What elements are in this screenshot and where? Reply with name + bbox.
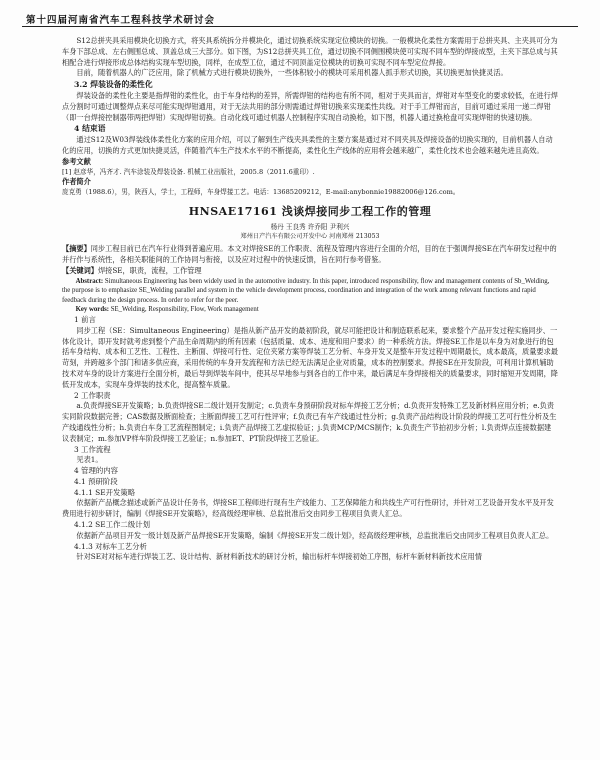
section-heading: 4.1 预研阶段 (74, 476, 118, 486)
abstract (62, 244, 558, 266)
paragraph: a.负责焊接SE开发策略；b.负责焊接SE二级计划开发制定；c.负责车身预研阶段对标车焊接工艺分析；d.负责开发特殊工艺及新材料应用分析；e.负责实同阶段数据完善；CAS数据及断面检查；主断面焊接工艺可行性评审；f.负责已有车产线通过性分析；g.负责产品结构设计阶段的焊接工艺可行性分析及生产线通线性分析；h.负责白车身工艺流程图制定；i.负责产品焊接工艺虚拟验证；j.负责MCP/MCS制作；k.负责生产节拍初步分析；l.负责焊点连接数据建议表制定；m.参加VP样车阶段焊接工艺验证；n.参加ET、PT阶段焊接工艺验证。 (62, 401, 557, 443)
keywords-en-text: SE_Welding, Responsibility, Flow, Work management (110, 306, 259, 314)
paragraph: 针对SE对对标车进行焊装工艺、设计结构、新材料新技术的研讨分析，输出标杆车焊接初始工序图，标杆车新材料新技术应用情 (76, 552, 482, 562)
abstract-en-label: Abstract: (75, 277, 104, 285)
keywords (62, 266, 558, 277)
paragraph: 同步工程（SE：Simultaneous Engineering）是指从新产品开发的最初阶段，就尽可能把设计和制造联系起来，要求整个产品开发过程实施同步、一体化设计，即开发时就考虑到整个产品生命周期内的所有因素（包括质量、成本、进度和用户要求）的一种系统方法。焊接SE工作是以车身为对象进行的包括车身结构、成本和工艺性、工程性、主断面、焊接可行性、定位夹紧方案等焊装工艺分析、车身开发又是整车开发过程中周期最长，成本最高，质量要求最苛刻，并跨越多个部门和诸多供应商，采用传统的车身开发流程和方法已经无法满足企业对质量，成本的控制要求。焊接SE在开发阶段，可利用计算机辅助技术对车身的设计方案进行全面分析，最后导到焊装车间中，使其尽早地参与到各自的工作中来，最后满足车身焊接相关的质量要求，同时缩短开发周期，降低开发成本，实现车身焊装的技术化，提高整车质量。 (62, 325, 558, 389)
paragraph: S12总拼夹具采用模块化切换方式，将夹具系统拆分并模块化，通过切换系统实现定位模块的切换。一般模块化柔性方案需用于总拼夹具、主夹具可分为车身下部总成、左右侧围总成、顶盖总成三大部分。如下图，为S12总拼夹具工位，通过切换不同侧围模块使可实现不同车型的焊接成型，主夹下部总成与其相配合进行焊接形成总体结构实现车型切换，同样，在成型工位，通过不同顶盖定位模块的切换可实现不同车型定位焊接。 (62, 36, 558, 67)
article-authors: 杨丹 王良秀 许乔阳 尹利兴 (270, 223, 350, 232)
paragraph: 依据新产品概念描述或新产品设计任务书，焊接SE工程师进行现有生产线能力、工艺保障能力和共线生产可行性研讨，并针对工艺设备开发水平及开发费用进行初步研讨，编制《焊接SE开发策略》，经高级经理审核、总监批准后交由同步工程项目负责人汇总。 (62, 498, 554, 519)
author-heading: 作者简介 (62, 176, 91, 186)
page-body (62, 36, 558, 563)
section-heading: 4 管理的内容 (74, 466, 119, 476)
abstract-label: 【摘要】 (62, 244, 91, 254)
keywords-label: 【关键词】 (62, 265, 98, 275)
section-heading: 3.2 焊装设备的柔性化 (74, 80, 153, 90)
author-bio: 庞克勇（1988.6），男，陕西人，学士，工程师，车身焊接工艺。电话：13685209212，E-mail:anybonnie19882006@126.com。 (62, 187, 460, 196)
section-heading: 4 结束语 (74, 124, 106, 134)
paragraph: 见表1。 (76, 455, 103, 465)
abstract-en (62, 277, 558, 306)
section-heading: 4.1.1 SE开发策略 (74, 487, 136, 497)
abstract-text: 同步工程目前已在汽车行业得到普遍应用。本文对焊接SE的工作职责、流程及管理内容进行全面的介绍，目的在于强调焊接SE在汽车研发过程中的并行作与系统性，各相关职能间的工作协同与衔接，以及应对过程中的快速反馈，旨在同行参考借鉴。 (62, 244, 557, 264)
keywords-en (62, 305, 558, 315)
section-heading: 1 前言 (74, 314, 96, 324)
running-header: 第十四届河南省汽车工程科技学术研讨会 (26, 15, 216, 26)
article-affiliation: 郑州日产汽车有限公司开发中心 河南郑州 213053 (240, 233, 380, 241)
paragraph: 通过S12及W03焊装线体柔性化方案的应用介绍，可以了解到生产线夹具柔性的主要方案是通过对不同夹具及焊接设备的切换实现的，目前机器人自动化的应用，切换的方式更加快捷灵活，伴随着汽车生产技术水平的不断提高，柔性化生产线体的应用将会越来越广，柔性化技术也会越来越先进且高效。 (62, 135, 553, 155)
paragraph: 依据新产品项目开发一级计划及新产品焊接SE开发策略，编制《焊接SE开发二级计划》，经高级经理审核，总监批准后交由同步工程项目负责人汇总。 (76, 530, 554, 540)
keywords-en-label: Key words: (75, 306, 110, 314)
section-heading: 3 工作流程 (74, 444, 111, 454)
abstract-en-text: Simultaneous Engineering has been widely used in the automotive industry. In this paper, introduced responsibility, flow and management contents of Sb_Welding, the purpose is to emphasize SE_Welding parallel and system in the vehicle development process, coordination and integration of the work among relevant functions and rapid feedback during the design process. In order to refer for the peer. (62, 277, 550, 304)
paragraph: 目前，随着机器人的广泛应用，除了机械方式进行模块切换外，一些体积较小的模块可采用机器人抓手形式切换，其切换更加快捷灵活。 (76, 68, 508, 78)
paragraph: 焊装设备的柔性化主要是指焊钳的柔性化，由于车身结构的差异，所需焊钳的结构也有所不同，相对于夹具而言，焊钳对车型变化的要求较低，在进行焊点分割时可通过调整焊点来尽可能实现焊钳通用，对于无法共用的部分则需通过焊钳切换来实现柔性共线。对于手工焊钳而言，目前可通过采用一递二焊钳（即一台焊接控制器带两把焊钳）实现焊钳切换。自动化线可通过机器人控制程序实现自动换枪，如下图，机器人通过换枪盘可实现焊钳的快速切换。 (62, 90, 558, 122)
section-heading: 2 工作职责 (74, 390, 111, 400)
section-heading: 4.1.2 SE工作二级计划 (74, 520, 150, 530)
keywords-text: 焊接SE，职责，流程，工作管理 (97, 265, 202, 275)
article-title: HNSAE17161 浅谈焊接同步工程工作的管理 (188, 205, 432, 219)
section-heading: 4.1.3 对标车工艺分析 (74, 541, 147, 551)
header-rule (22, 26, 578, 27)
reference-item: [1] 赵彦华，冯齐才. 汽车涂装及焊装设备. 机械工业出版社，2005.8（2011.6重印）. (62, 167, 315, 176)
references-heading: 参考文献 (62, 156, 91, 166)
